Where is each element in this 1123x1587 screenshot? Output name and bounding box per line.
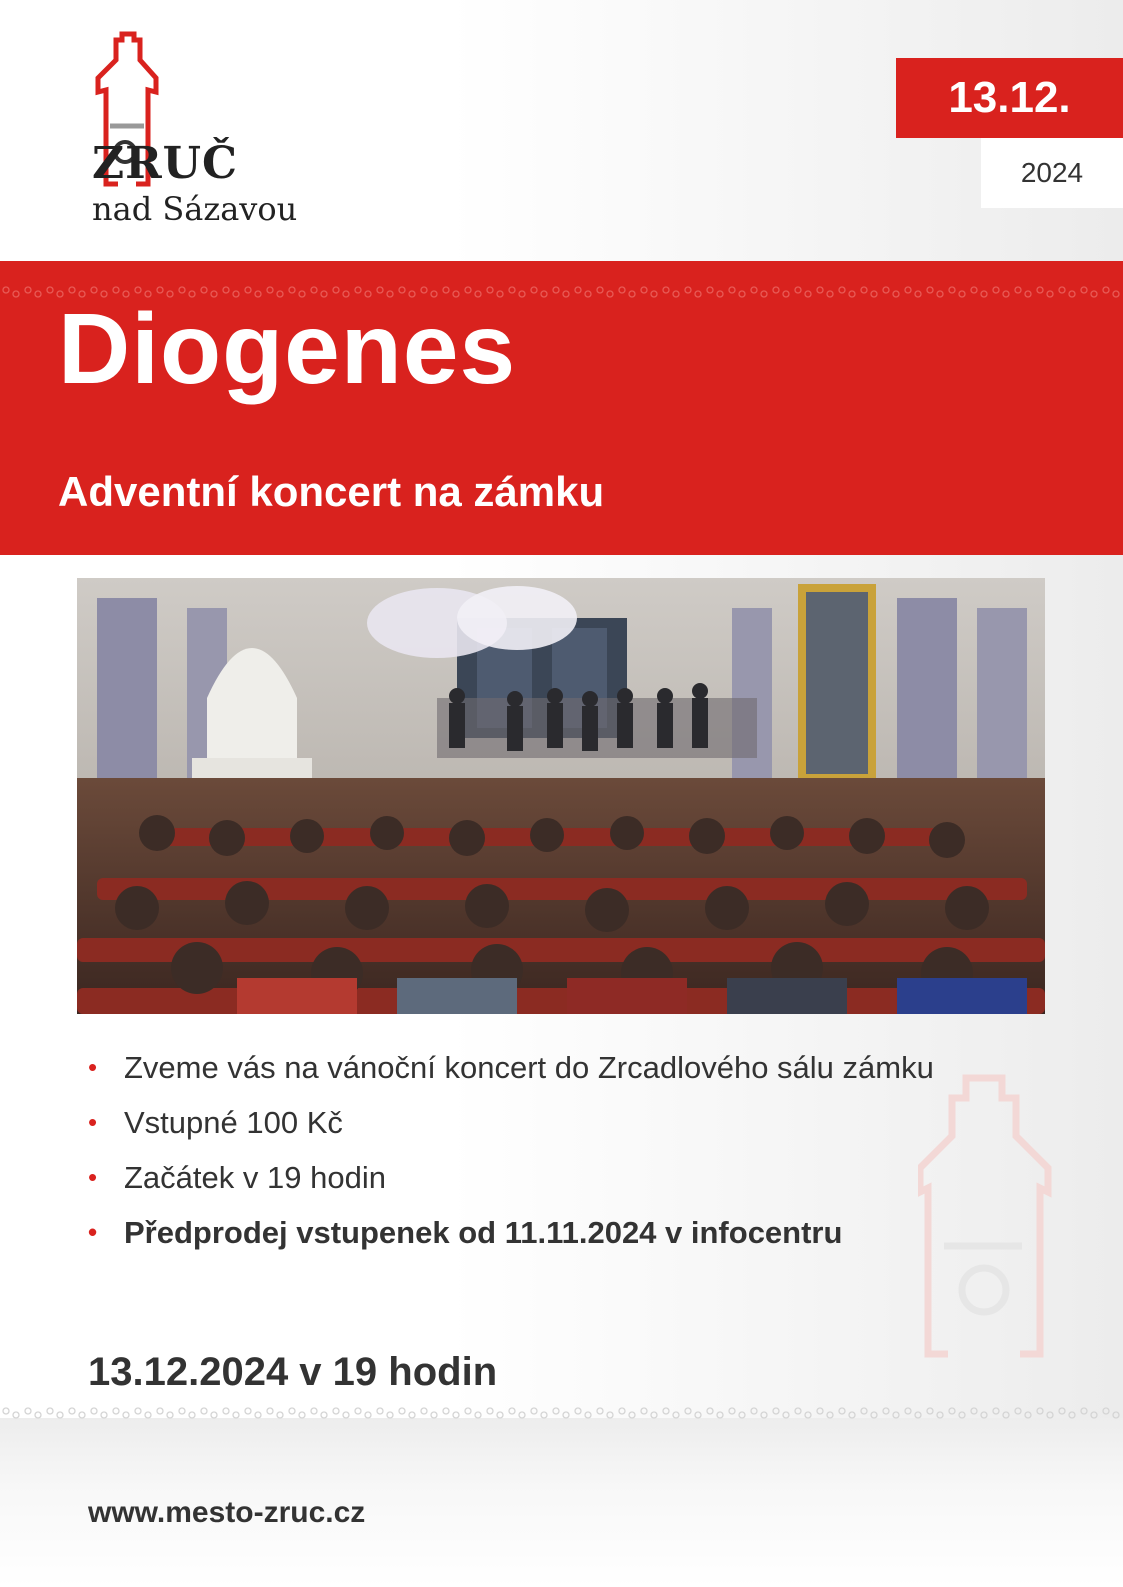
list-item-text: Zveme vás na vánoční koncert do Zrcadlového sálu zámku xyxy=(124,1050,934,1085)
list-item xyxy=(88,1205,934,1260)
logo-subname: nad Sázavou xyxy=(92,190,298,228)
bullet-icon: • xyxy=(88,1217,98,1247)
list-item-text: Začátek v 19 hodin xyxy=(124,1160,386,1195)
bullet-icon: • xyxy=(88,1052,98,1082)
info-list xyxy=(88,1040,934,1260)
event-datetime: 13.12.2024 v 19 hodin xyxy=(88,1350,498,1394)
year-badge: 2024 xyxy=(981,138,1123,208)
list-item xyxy=(88,1150,934,1205)
list-item xyxy=(88,1040,934,1095)
list-item-text: Vstupné 100 Kč xyxy=(124,1105,343,1140)
bullet-icon: • xyxy=(88,1162,98,1192)
list-item-text: Předprodej vstupenek od 11.11.2024 v infocentru xyxy=(124,1215,843,1250)
logo-name: ZRUČ xyxy=(92,138,239,189)
date-badge: 13.12. xyxy=(896,58,1123,138)
decorative-dots xyxy=(0,1403,1123,1423)
watermark-tower-icon xyxy=(918,1058,1058,1378)
bullet-icon: • xyxy=(88,1107,98,1137)
concert-photo xyxy=(77,578,1045,1014)
event-subtitle: Adventní koncert na zámku xyxy=(58,468,605,515)
list-item xyxy=(88,1095,934,1150)
website-link[interactable]: www.mesto-zruc.cz xyxy=(88,1496,366,1529)
event-title: Diogenes xyxy=(58,293,517,405)
